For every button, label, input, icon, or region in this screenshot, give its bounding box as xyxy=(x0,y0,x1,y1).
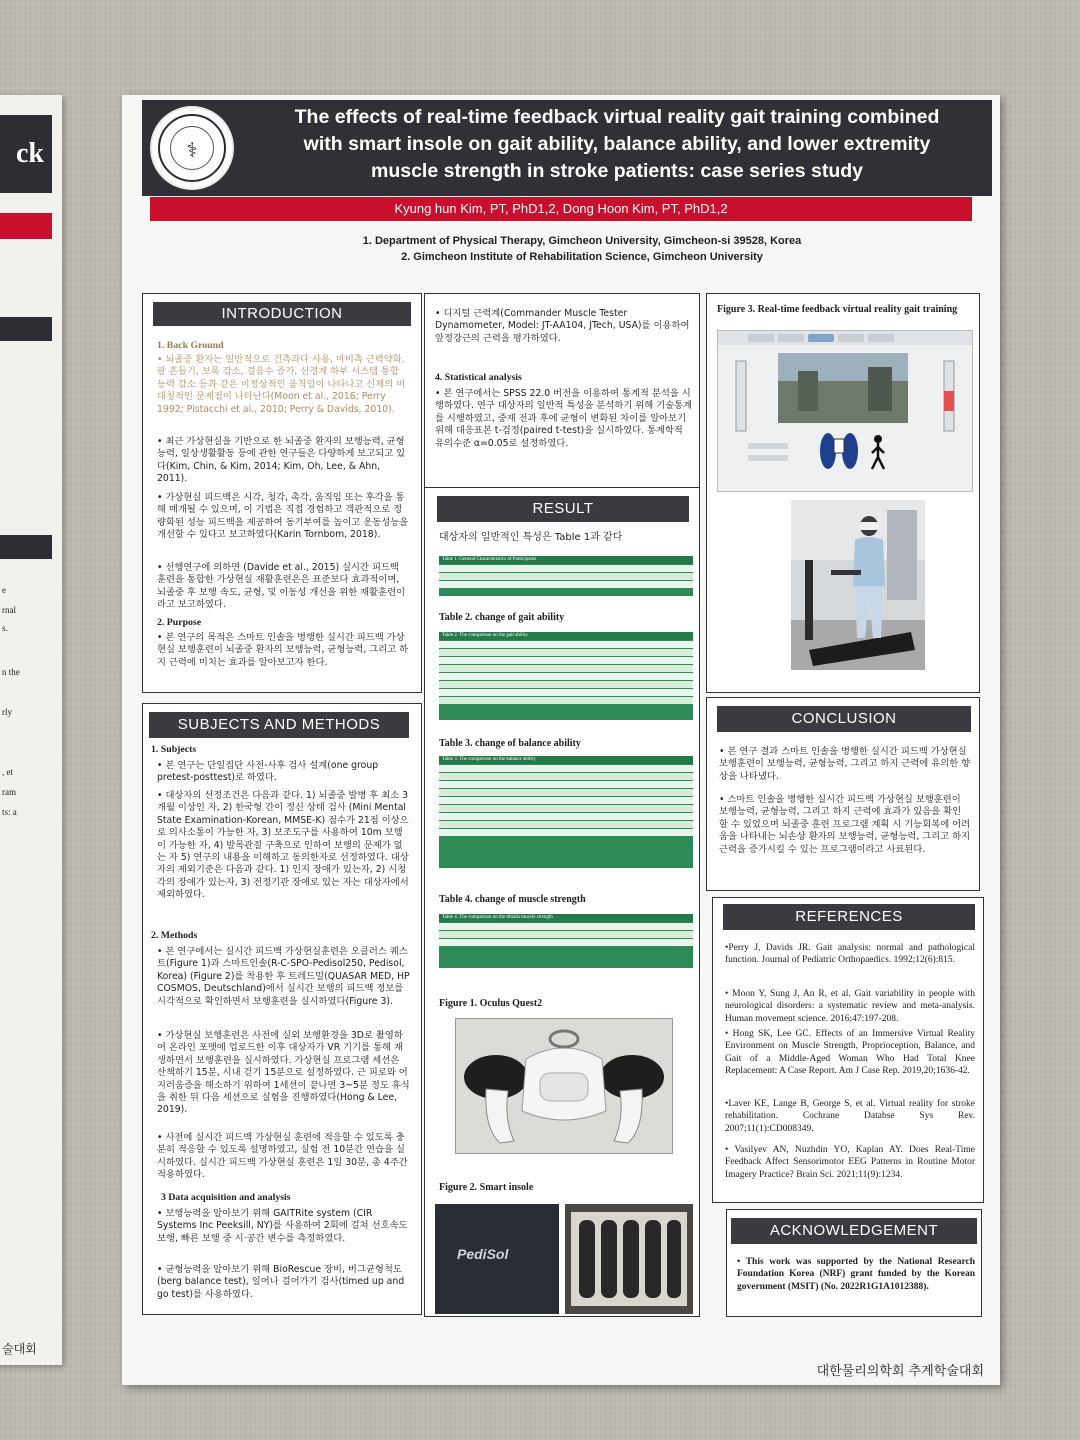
background-subheading: 1. Back Ground xyxy=(157,340,224,351)
table-row xyxy=(439,781,693,789)
table-row xyxy=(439,773,693,781)
poster xyxy=(122,95,1000,1385)
oculus-quest-photo xyxy=(455,1018,673,1154)
table-row xyxy=(439,813,693,821)
society-logo xyxy=(150,106,234,190)
vr-software-screenshot xyxy=(717,330,973,492)
neighbor-footer: 술대회 xyxy=(2,1342,37,1356)
reference-item: •Perry J, Davids JR. Gait analysis: normal and pathological function. Journal of Pediatric Orthopaedics. 1992;12(6):815. xyxy=(725,943,975,966)
table-row xyxy=(439,649,693,657)
table-row xyxy=(439,573,693,581)
conclusion-box xyxy=(706,697,980,891)
methods-box xyxy=(142,703,422,1315)
affiliations xyxy=(262,233,902,265)
table-2-label: Table 2. change of gait ability xyxy=(439,612,565,623)
statistics-subheading: 4. Statistical analysis xyxy=(435,372,522,383)
methods-item: • 본 연구에서는 실시간 피드백 가상현실훈련은 오클러스 퀘스트(Figure 1)과 스마트인솔(R-C-SPO-Pedisol250, Pedisol, Korea) (Figure 2)를 착용한 후 트레드밀(QUASAR MED, HP COSMOS, Deutschland)에서 실시간 보행의 피드백 정보를 시각적으로 확인하면서 보행훈련을 실시하였다(Figure 3). xyxy=(157,946,411,1008)
insole-box-photo xyxy=(435,1204,559,1314)
logo-emblem-icon: ⚕ xyxy=(170,126,214,170)
table-3-caption: Table 3. The comparison on the balance ability xyxy=(439,756,693,764)
affiliation-line: 1. Department of Physical Therapy, Gimcheon University, Gimcheon-si 39528, Korea xyxy=(362,235,802,247)
intro-bullet: • 가상현실 피드백은 시각, 청각, 촉각, 움직임 또는 후각을 통해 매개될 수 있으며, 이 기법은 직접 경험하고 객관적으로 정량화된 성능 피드백을 제공하여 동기부여를 높이고 운동성능을 개선할 수 있다고 보고하였다(Karin Tornbom, 2018). xyxy=(157,492,409,542)
introduction-box xyxy=(142,293,422,693)
insole-tray-icon xyxy=(565,1204,693,1314)
methods-heading: SUBJECTS AND METHODS xyxy=(149,712,409,738)
affiliation-line: 2. Gimcheon Institute of Rehabilitation Science, Gimcheon University xyxy=(401,251,763,263)
methods-item: • 가상현실 보행훈련은 사전에 실외 보행환경을 3D로 촬영하여 온라인 포맷에 업로드한 이후 대상자가 VR 기기를 통해 재생하면서 보행훈련을 실시하였다. 가상현실 프로그램 세션은 산책하기 15분, 시내 걷기 15분으로 설정하였다. 근 피로와 어지러움증을 해소하기 위하여 1세션이 끝나면 3~5분 정도 휴식을 취한 뒤 다음 세션으로 실험을 진행하였다(Hong & Lee, 2019). xyxy=(157,1030,411,1117)
statistics-text: • 본 연구에서는 SPSS 22.0 버전을 이용하여 통계적 분석을 시행하였다. 연구 대상자의 일반적 특성을 분석하기 위해 기술통계를 시행하였고, 중재 전과 후에 균형이 변화된 차이를 알아보기 위해 대응표본 t-검정(paired t-test)을 실시하였다. 통계학적 유의수준 α=0.05로 설정하였다. xyxy=(435,388,693,450)
neighbor-text-fragment: rnal xyxy=(2,605,16,615)
treadmill-patient-icon xyxy=(791,500,925,670)
references-box xyxy=(712,897,984,1203)
neighbor-text-fragment: , et xyxy=(2,767,13,777)
subjects-item: • 대상자의 선정조건은 다음과 같다. 1) 뇌졸중 발병 후 최소 3개월 이상인 자, 2) 한국형 간이 정신 상태 검사 (Mini Mental State Examination-Korean, MMSE-K) 점수가 21점 이상으로 의사소통이 가능한 자, 3) 보조도구를 사용하여 10m 보행이 가능한 자, 4) 발목관절 구축으로 인하여 보행의 문제가 없는 자 5) 연구의 내용을 이해하고 동의한자로 선정하였다. 대상자의 제외기준은 다음과 같다. 1) 인지 장애가 있는자, 2) 시청각의 장애가 있는자, 3) 전정기관 장애로 있는 자는 대상자에서 제외하였다. xyxy=(157,790,411,902)
acknowledgement-box xyxy=(726,1209,982,1317)
table-row xyxy=(439,805,693,813)
table-row xyxy=(439,673,693,681)
data-item: • 보행능력을 알아보기 위해 GAITRite system (CIR Systems Inc Peeksill, NY)를 사용하여 2회에 걸쳐 선호속도 보행, 빠른 보행 중 시·공간 변수를 측정하였다. xyxy=(157,1208,411,1245)
insole-brand: PediSol xyxy=(457,1246,509,1262)
methods-item: • 사전에 실시간 피드백 가상현실 훈련에 적응할 수 있도록 충분히 적응할 수 있도록 설명하였고, 실험 전 10분간 연습을 실시하였다. 실시간 피드백 가상현실 훈련은 1일 30분, 총 4주간 적용하였다. xyxy=(157,1132,411,1182)
figure-1-label: Figure 1. Oculus Quest2 xyxy=(439,998,543,1009)
methods-subheading: 2. Methods xyxy=(151,930,198,941)
table-row xyxy=(439,939,693,947)
subjects-subheading: 1. Subjects xyxy=(151,744,197,755)
table-row xyxy=(439,581,693,589)
table-row xyxy=(439,829,693,837)
intro-bullet: • 뇌졸중 환자는 일반적으로 건측과다 사용, 마비측 근력약화, 팔 흔들기, 보폭 감소, 걸음수 증가, 신경계 하부 시스템 통합 능력 감소 등과 같은 비정상적인 움직임이 나타나고 신체의 비대칭적인 문제점이 나타난다(Moon et al., 2016; Perry 1992; Pistacchi et al., 2010; Perry & Davids, 2010). xyxy=(157,354,409,416)
neighbor-section-head xyxy=(0,317,52,341)
table-4-caption: Table 4. The comparison on the tibialis muscle strength xyxy=(439,914,693,922)
table-row xyxy=(439,689,693,697)
reference-item: • Vasilyev AN, Nuzhdin YO, Kaplan AY. Does Real-Time Feedback Affect Sensorimotor EEG Patterns in Routine Motor Imagery Practice? Brain Sci. 2021;11(9):1234. xyxy=(725,1145,975,1180)
vr-headset-icon xyxy=(456,1019,672,1153)
conclusion-item: • 본 연구 결과 스마트 인솔을 병행한 실시간 피드백 가상현실 보행훈련이 보행능력, 균형능력, 그리고 하지 근력에 유의한 향상을 나타냈다. xyxy=(719,746,971,783)
neighbor-text-fragment: n the xyxy=(2,667,20,677)
title-line: The effects of real-time feedback virtual reality gait training combined xyxy=(294,106,940,128)
dynamometer-item: • 디지털 근력계(Commander Muscle Tester Dynamometer, Model: JT-AA104, JTech, USA)를 이용하여 앞정강근의 근력을 평가하였다. xyxy=(435,308,693,345)
conclusion-heading: CONCLUSION xyxy=(717,706,971,732)
table-row xyxy=(439,923,693,931)
table-1 xyxy=(439,556,693,596)
data-acquisition-subheading: 3 Data acquisition and analysis xyxy=(161,1192,291,1203)
neighbor-section-head xyxy=(0,535,52,559)
table-row xyxy=(439,565,693,573)
data-item: • 균형능력을 알아보기 위해 BioRescue 장비, 버그균형척도(berg balance test), 일어나 걸어가기 검사(timed up and go test)를 사용하였다. xyxy=(157,1264,411,1301)
figure-3-label: Figure 3. Real-time feedback virtual reality gait training xyxy=(717,304,958,315)
figure-2-label: Figure 2. Smart insole xyxy=(439,1182,534,1193)
authors-bar: Kyung hun Kim, PT, PhD1,2, Dong Hoon Kim, PT, PhD1,2 xyxy=(150,197,972,221)
insole-tray-photo xyxy=(565,1204,693,1314)
table-3 xyxy=(439,756,693,868)
table-row xyxy=(439,789,693,797)
references-heading: REFERENCES xyxy=(723,904,975,930)
reference-item: •Laver KE, Lange B, George S, et al. Virtual reality for stroke rehabilitation. Cochrane Databse Sys Rev. 2007;11(1):CD008349. xyxy=(725,1099,975,1134)
acknowledgement-text: • This work was supported by the National Research Foundation Korea (NRF) grant funded by the Korean government (MSIT) (No. 2022R1G1A1012388). xyxy=(737,1257,975,1292)
table-row xyxy=(439,765,693,773)
table-1-caption: Table 1. General Characteristics of Participants xyxy=(439,556,693,564)
acknowledgement-heading: ACKNOWLEDGEMENT xyxy=(731,1218,977,1244)
treadmill-training-photo xyxy=(791,500,925,670)
result-intro: 대상자의 일반적인 특성은 Table 1과 같다 xyxy=(439,532,623,543)
neighbor-text-fragment: ram xyxy=(2,787,16,797)
introduction-heading: INTRODUCTION xyxy=(153,302,411,326)
poster-header xyxy=(142,100,992,196)
neighbor-poster xyxy=(0,95,62,1365)
result-heading: RESULT xyxy=(437,496,689,522)
poster-title xyxy=(252,104,982,185)
table-row xyxy=(439,641,693,649)
title-line: with smart insole on gait ability, balance ability, and lower extremity xyxy=(303,133,931,155)
table-row xyxy=(439,931,693,939)
title-line: muscle strength in stroke patients: case series study xyxy=(370,160,863,182)
table-row xyxy=(439,657,693,665)
intro-bullet: • 선행연구에 의하면 (Davide et al., 2015) 실시간 피드백 훈련을 통합한 가상현실 재활훈련은은 표준보다 효과적이며, 뇌졸중 후 보행 속도, 균형, 및 이동성 개선을 위한 재활훈련이라고 보고하였다. xyxy=(157,562,409,612)
table-4 xyxy=(439,914,693,968)
table-row xyxy=(439,821,693,829)
result-box xyxy=(424,487,700,1317)
neighbor-text-fragment: rly xyxy=(2,707,12,717)
table-3-label: Table 3. change of balance ability xyxy=(439,738,581,749)
neighbor-title-block: ck xyxy=(0,115,52,193)
table-2 xyxy=(439,632,693,720)
neighbor-red-band xyxy=(0,213,52,239)
purpose-text: • 본 연구의 목적은 스마트 인솔을 병행한 실시간 피드백 가상현실 보행훈련이 뇌졸중 환자의 보행능력, 균형능력, 그리고 하지 근력에 미치는 효과를 알아보고자 한다. xyxy=(157,632,409,669)
purpose-subheading: 2. Purpose xyxy=(157,617,202,628)
reference-item: • Hong SK, Lee GC. Effects of an Immersive Virtual Reality Environment on Muscle Strength, Proprioception, Balance, and Gait of a Middle-Aged Woman Who Had Total Knee Replacement: A Case Report. Am J Case Rep. 2019,20;1636-42. xyxy=(725,1029,975,1077)
table-row xyxy=(439,665,693,673)
table-row xyxy=(439,697,693,705)
neighbor-text-fragment: s. xyxy=(2,623,8,633)
neighbor-text-fragment: e xyxy=(2,585,6,595)
conclusion-item: • 스마트 인솔을 병행한 실시간 피드백 가상현실 보행훈련이 보행능력, 균형능력, 그리고 하지 근력에 효과가 있음을 확인 할 수 있었으며 뇌졸중 훈련 프로그램 계획 시 기능회복에 어려움을 나타내는 뇌손상 환자의 보행능력, 균형능력, 그리고 하지 근력을 증가시킬 수 있는 프로그램이라고 사료된다. xyxy=(719,794,971,856)
conference-footer: 대한물리의학회 추계학술대회 xyxy=(816,1364,984,1379)
table-row xyxy=(439,681,693,689)
figure-3-box xyxy=(706,293,980,693)
reference-item: • Moon Y, Sung J, An R, et al. Gait variability in people with neurological disorders: a systematic review and meta-analysis. Human movement science. 2016;47:197-208. xyxy=(725,989,975,1024)
vr-app-screen-icon xyxy=(718,331,972,491)
table-row xyxy=(439,797,693,805)
intro-bullet: • 최근 가상현실을 기반으로 한 뇌졸중 환자의 보행능력, 균형능력, 일상생활활동 등에 관한 연구들은 다양하게 보고되고 있다(Kim, Chin, & Kim, 2014; Kim, Oh, Lee, & Ahn, 2011). xyxy=(157,436,409,486)
subjects-item: • 본 연구는 단일집단 사전-사후 검사 설계(one group pretest-posttest)로 하였다. xyxy=(157,760,411,785)
table-4-label: Table 4. change of muscle strength xyxy=(439,894,586,905)
neighbor-text-fragment: ts: a xyxy=(2,807,17,817)
table-2-caption: Table 2. The comparison on the gait ability xyxy=(439,632,693,640)
